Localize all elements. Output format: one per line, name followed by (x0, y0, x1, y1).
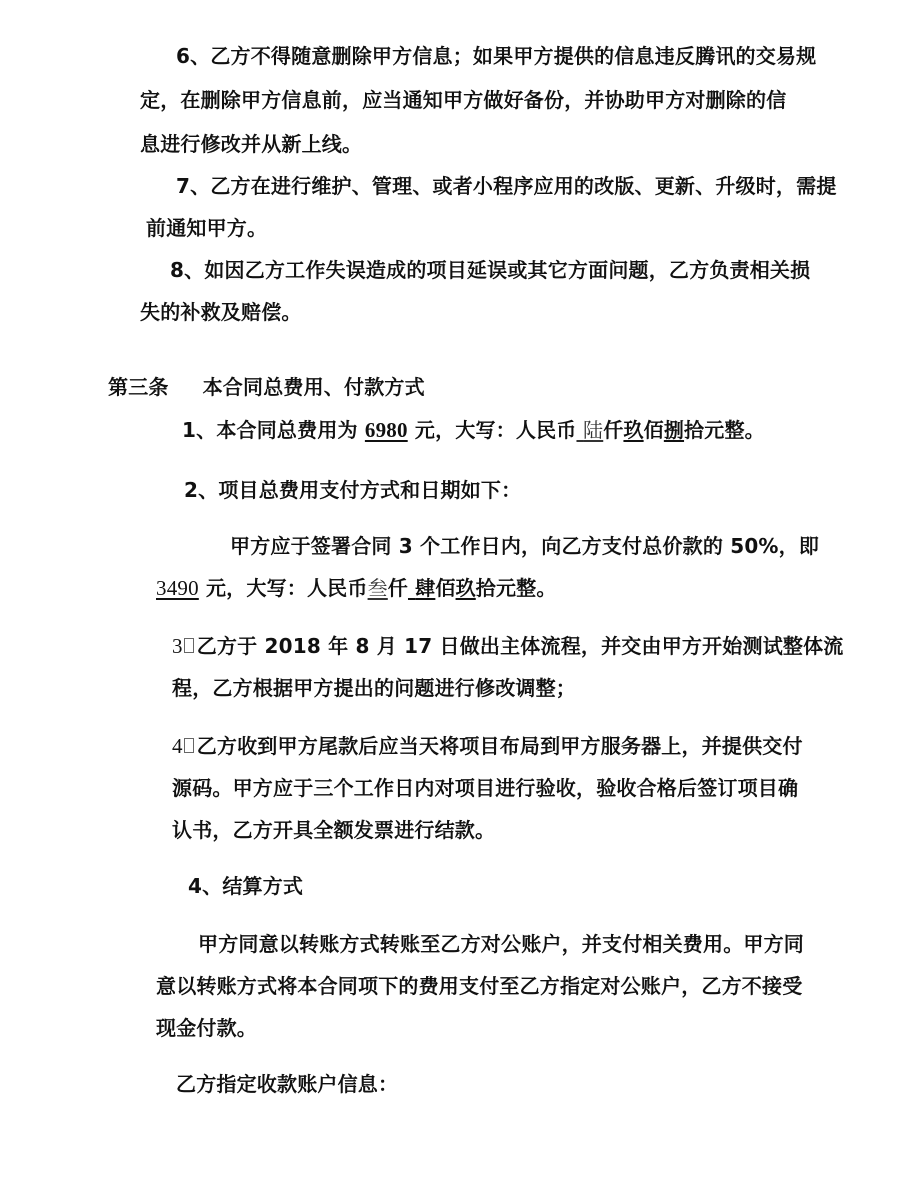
item-3-text: 乙方于 2018 年 8 月 17 日做出主体流程，并交由甲方开始测试整体流 (196, 634, 844, 658)
clause-8-line-1: 8、如因乙方工作失误造成的项目延误或其它方面问题，乙方负责相关损 (170, 258, 811, 282)
amount-digit-3: 捌 (663, 418, 685, 442)
payment-line-2 (156, 574, 557, 602)
amount-digit-1: 陆 (583, 418, 604, 442)
missing-glyph-box (184, 638, 194, 653)
clause-7-line-2: 前通知甲方。 (146, 216, 268, 240)
deposit-unit-2: 佰 (435, 576, 456, 600)
amount-digit-2: 玖 (623, 418, 644, 442)
total-amount: 6980 (364, 418, 408, 442)
item-3-line-1 (172, 632, 844, 660)
item-2-payment-schedule: 2、项目总费用支付方式和日期如下： (184, 478, 522, 502)
settlement-line-1: 甲方同意以转账方式转账至乙方对公账户，并支付相关费用。甲方同 (198, 932, 804, 956)
deposit-digit-1: 叁 (367, 576, 388, 600)
clause-6-line-1: 6、乙方不得随意删除甲方信息；如果甲方提供的信息违反腾讯的交易规 (176, 44, 817, 68)
item-3-line-2: 程，乙方根据甲方提出的问题进行修改调整； (172, 676, 576, 700)
item-1-total-fee (182, 416, 765, 444)
payment-line-1: 甲方应于签署合同 3 个工作日内，向乙方支付总价款的 50%，即 (230, 534, 820, 558)
article-heading (108, 373, 425, 401)
amount-unit-2: 佰 (643, 418, 664, 442)
item-1-mid: 元，大写：人民币 (407, 418, 577, 442)
item-4-line-1 (172, 732, 803, 760)
settlement-heading: 4、结算方式 (188, 874, 304, 898)
deposit-suffix: 拾元整。 (475, 576, 557, 600)
missing-glyph-box (184, 738, 194, 753)
clause-6-line-3: 息进行修改并从新上线。 (140, 132, 363, 156)
clause-7-line-1: 7、乙方在进行维护、管理、或者小程序应用的改版、更新、升级时，需提 (176, 174, 837, 198)
item-4-line-2: 源码。甲方应于三个工作日内对项目进行验收，验收合格后签订项目确 (172, 776, 799, 800)
article-number: 第三条 (108, 375, 169, 399)
settlement-line-2: 意以转账方式将本合同项下的费用支付至乙方指定对公账户，乙方不接受 (156, 974, 803, 998)
item-4-text: 乙方收到甲方尾款后应当天将项目布局到甲方服务器上，并提供交付 (196, 734, 803, 758)
deposit-digit-3: 玖 (455, 576, 476, 600)
amount-suffix: 拾元整。 (684, 418, 765, 442)
item-3-number: 3 (172, 634, 183, 658)
clause-8-line-2: 失的补救及赔偿。 (140, 300, 302, 324)
deposit-unit-1: 仟 (387, 576, 408, 600)
deposit-digit-2: 肆 (415, 576, 436, 600)
item-4-number: 4 (172, 734, 183, 758)
deposit-amount: 3490 (156, 576, 199, 600)
payment-line-2-mid: 元，大写：人民币 (198, 576, 368, 600)
item-4-line-3: 认书，乙方开具全额发票进行结款。 (172, 818, 496, 842)
article-title: 本合同总费用、付款方式 (202, 375, 425, 399)
amount-unit-1: 仟 (603, 418, 624, 442)
settlement-line-3: 现金付款。 (156, 1016, 257, 1040)
item-1-prefix: 1、本合同总费用为 (182, 418, 365, 442)
clause-6-line-2: 定，在删除甲方信息前，应当通知甲方做好备份，并协助甲方对删除的信 (140, 88, 787, 112)
account-info-label: 乙方指定收款账户信息： (176, 1072, 399, 1096)
